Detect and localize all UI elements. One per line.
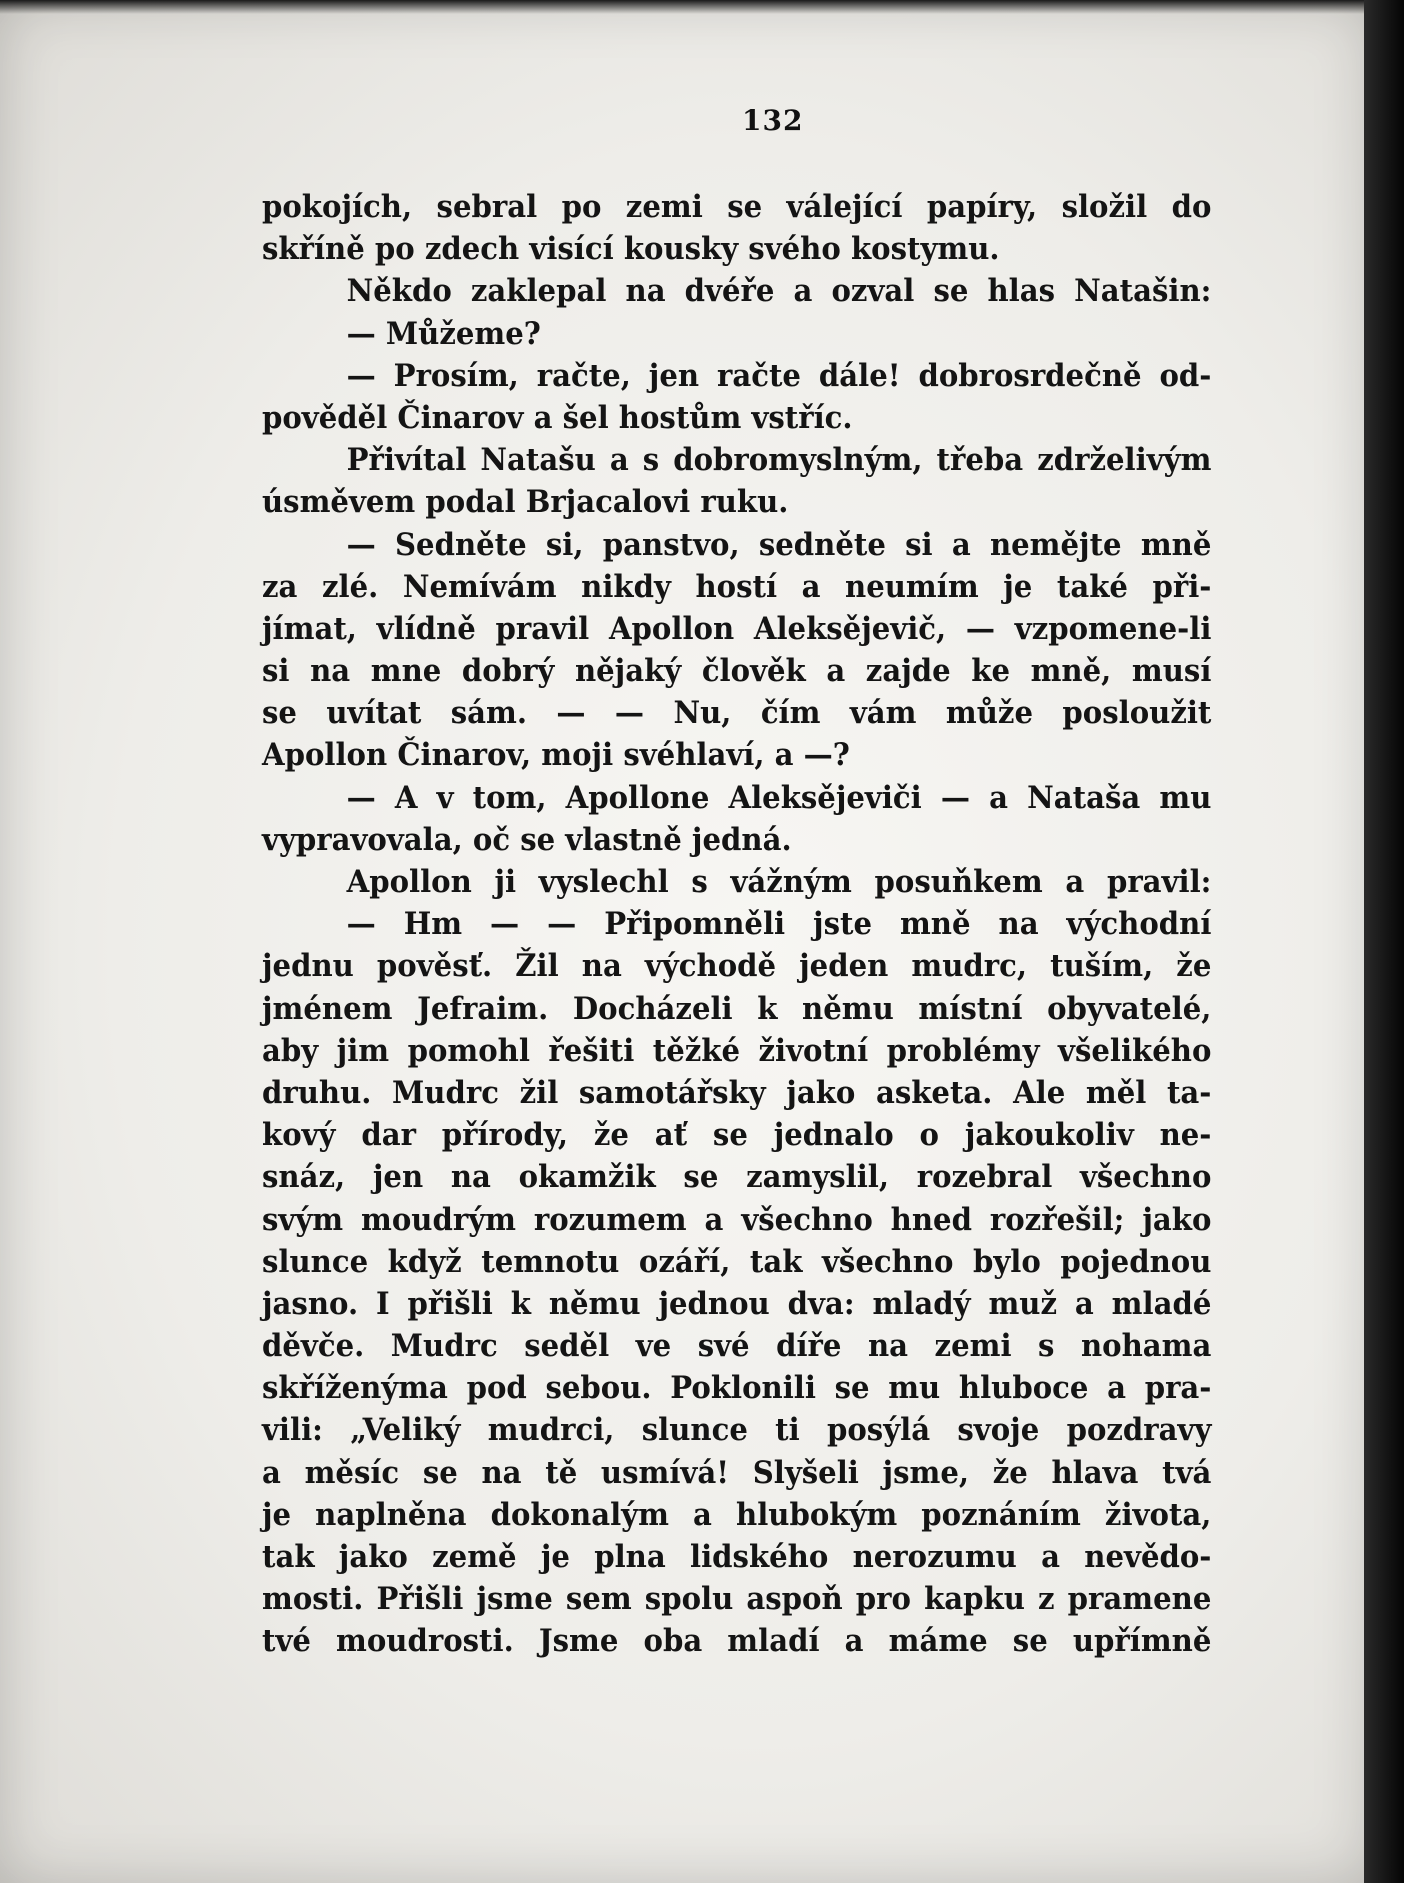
text-line: se uvítat sám. — — Nu, čím vám může posloužit — [262, 695, 1212, 732]
text-line: — Můžeme? — [346, 315, 541, 352]
text-line: za zlé. Nemívám nikdy hostí a neumím je také při- — [262, 568, 1212, 605]
text-line: jednu pověsť. Žil na východě jeden mudrc, tuším, že — [262, 948, 1212, 985]
text-line: děvče. Mudrc seděl ve své díře na zemi s nohama — [262, 1328, 1212, 1365]
text-line: tak jako země je plna lidského nerozumu a nevědo- — [262, 1539, 1212, 1575]
text-line: — Hm — — Připomněli jste mně na východní — [346, 906, 1212, 943]
text-line: je naplněna dokonalým a hlubokým poznáním života, — [262, 1496, 1212, 1533]
text-line: — Prosím, račte, jen račte dále! dobrosrdečně od- — [346, 357, 1212, 394]
text-line: tvé moudrosti. Jsme oba mladí a máme se upřímně — [262, 1623, 1212, 1660]
text-line: — Sedněte si, panstvo, sedněte si a nemějte mně — [346, 526, 1212, 563]
text-line: pokojích, sebral po zemi se válející papíry, složil do — [262, 189, 1212, 225]
text-line: Apollon Činarov, moji svéhlaví, a —? — [262, 737, 850, 774]
text-line: jasno. I přišli k němu jednou dva: mladý muž a mladé — [262, 1285, 1212, 1322]
body-text — [262, 186, 1272, 1663]
text-line: úsměvem podal Brjacalovi ruku. — [262, 484, 789, 521]
text-line: jímat, vlídně pravil Apollon Aleksějevič, — vzpomene-li — [262, 610, 1212, 647]
scan-edge-shadow — [1364, 0, 1404, 1883]
text-line: mosti. Přišli jsme sem spolu aspoň pro kapku z pramene — [262, 1581, 1212, 1618]
page-number: 132 — [742, 104, 804, 137]
text-line: jménem Jefraim. Docházeli k němu místní obyvatelé, — [262, 990, 1212, 1027]
text-line: vypravovala, oč se vlastně jedná. — [262, 821, 792, 858]
text-line: aby jim pomohl řešiti těžké životní problémy všelikého — [262, 1032, 1212, 1069]
text-line: pověděl Činarov a šel hostům vstříc. — [262, 399, 853, 436]
text-line: svým moudrým rozumem a všechno hned rozřešil; jako — [262, 1201, 1212, 1238]
text-line: vili: „Veliký mudrci, slunce ti posýlá svoje pozdravy — [262, 1412, 1212, 1449]
text-line: snáz, jen na okamžik se zamyslil, rozebral všechno — [262, 1159, 1212, 1196]
page-top-shadow — [0, 0, 1372, 14]
text-line: druhu. Mudrc žil samotářsky jako asketa. Ale měl ta- — [262, 1074, 1212, 1111]
text-line: kový dar přírody, že ať se jednalo o jakoukoliv ne- — [262, 1117, 1212, 1154]
text-line: skříně po zdech visící kousky svého kostymu. — [262, 231, 1000, 268]
text-line: Apollon ji vyslechl s vážným posuňkem a pravil: — [346, 864, 1212, 900]
text-line: a měsíc se na tě usmívá! Slyšeli jsme, že hlava tvá — [262, 1454, 1212, 1491]
text-line: Přivítal Natašu a s dobromyslným, třeba zdrželivým — [346, 442, 1212, 479]
text-line: skříženýma pod sebou. Poklonili se mu hluboce a pra- — [262, 1370, 1212, 1407]
text-line: — A v tom, Apollone Aleksějeviči — a Nataša mu — [346, 779, 1212, 816]
text-line: slunce když temnotu ozáří, tak všechno bylo pojednou — [262, 1243, 1212, 1280]
text-line: Někdo zaklepal na dvéře a ozval se hlas Natašin: — [346, 273, 1212, 310]
text-line: si na mne dobrý nějaký člověk a zajde ke mně, musí — [262, 653, 1212, 690]
